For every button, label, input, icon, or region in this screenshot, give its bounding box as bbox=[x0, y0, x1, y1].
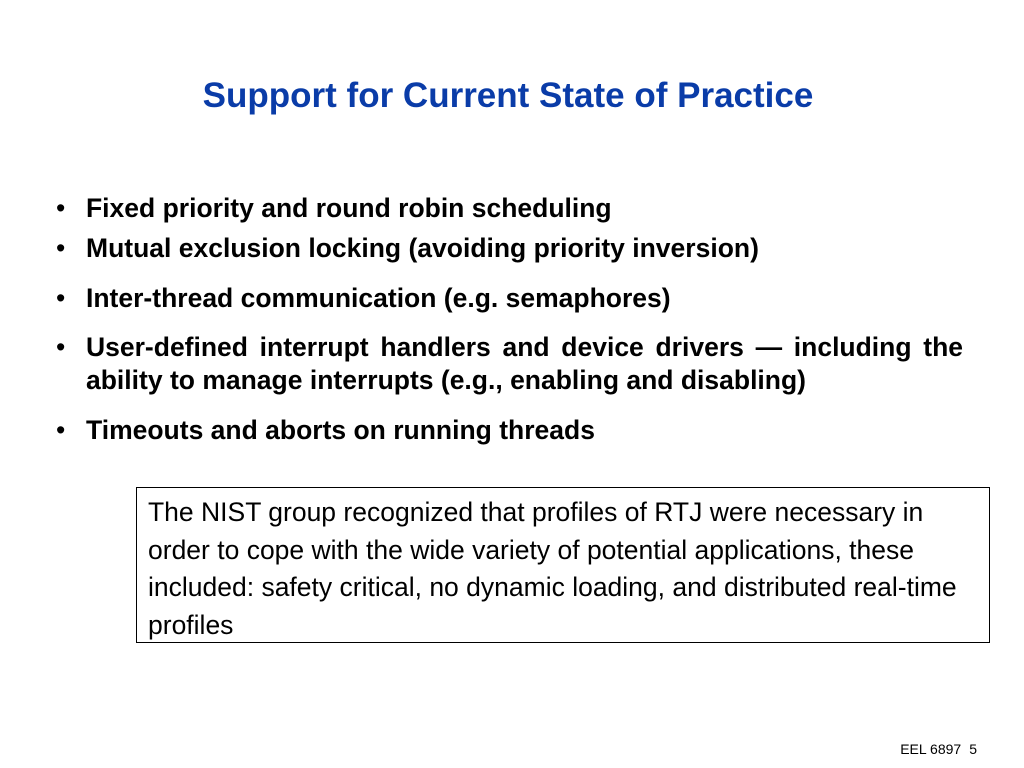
page-number: 5 bbox=[969, 741, 977, 757]
bullet-text: Timeouts and aborts on running threads bbox=[86, 415, 595, 445]
bullet-marker: • bbox=[56, 283, 66, 313]
slide-title: Support for Current State of Practice bbox=[202, 76, 814, 115]
bullet-list bbox=[56, 192, 963, 447]
bullet-item bbox=[56, 282, 963, 315]
bullet-item bbox=[56, 232, 963, 265]
bullet-item bbox=[56, 192, 963, 225]
course-code: EEL 6897 bbox=[900, 741, 962, 757]
bullet-marker: • bbox=[56, 193, 66, 223]
note-box: The NIST group recognized that profiles of RTJ were necessary in order to cope with the wide variety of potential applications, these included: safety critical, no dynamic loading, and distributed real-time profiles bbox=[136, 487, 990, 643]
bullet-text: Inter-thread communication (e.g. semaphores) bbox=[86, 283, 671, 313]
bullet-marker: • bbox=[56, 233, 66, 263]
bullet-item bbox=[56, 414, 963, 447]
bullet-text: Mutual exclusion locking (avoiding priority inversion) bbox=[86, 233, 759, 263]
slide-footer bbox=[900, 741, 977, 757]
bullet-text: Fixed priority and round robin scheduling bbox=[86, 193, 612, 223]
bullet-text: User-defined interrupt handlers and device drivers — including the ability to manage interrupts (e.g., enabling and disabling) bbox=[86, 332, 963, 395]
bullet-item bbox=[56, 331, 963, 397]
bullet-marker: • bbox=[56, 332, 66, 362]
bullet-marker: • bbox=[56, 415, 66, 445]
